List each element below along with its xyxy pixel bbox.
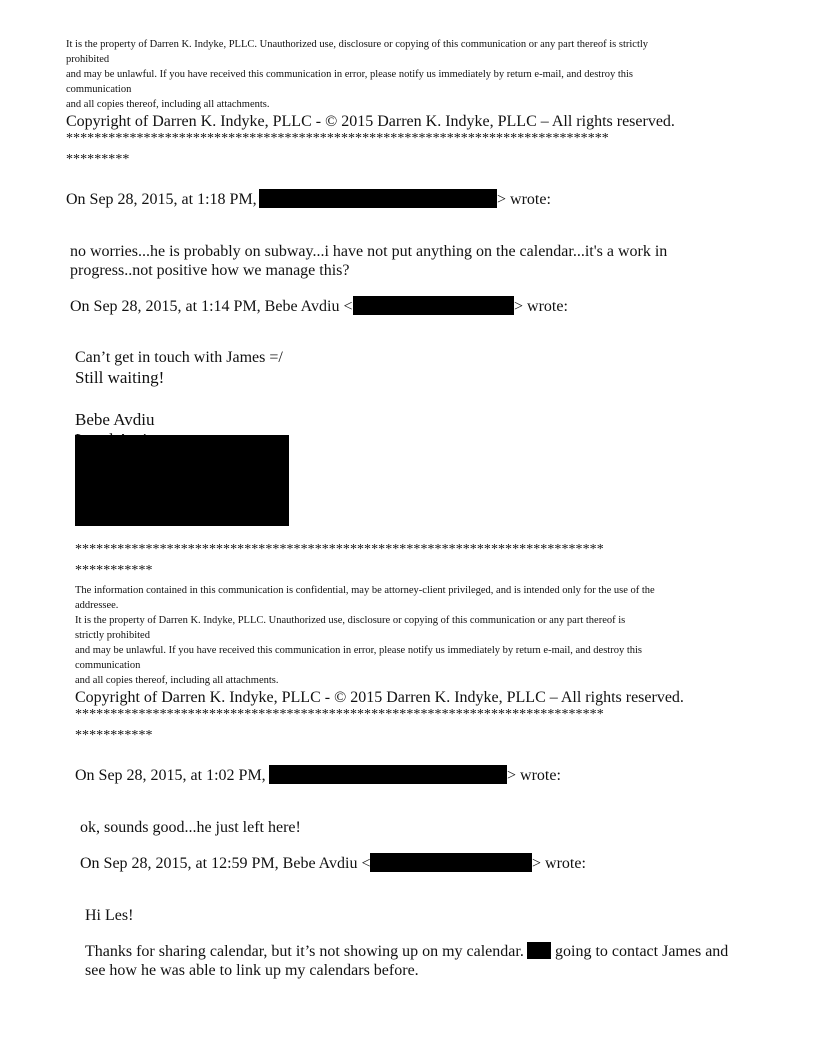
disclaimer-text: communication <box>75 660 141 671</box>
quote-header: On Sep 28, 2015, at 1:14 PM, Bebe Avdiu < <box>70 298 353 315</box>
quote-header: > wrote: <box>514 298 568 315</box>
disclaimer-text: and all copies thereof, including all attachments. <box>66 99 270 110</box>
redaction-box <box>259 189 497 208</box>
message-body: see how he was able to link up my calendars before. <box>85 962 419 979</box>
disclaimer-text: and may be unlawful. If you have received this communication in error, please notify us immediately by return e-mail, and destroy this <box>75 645 642 656</box>
separator-stars: *********** <box>75 563 153 578</box>
message-body: progress..not positive how we manage this? <box>70 262 350 279</box>
redaction-box <box>75 435 289 526</box>
redaction-box <box>370 853 532 872</box>
message-body: Still waiting! <box>75 368 165 387</box>
separator-stars: *********** <box>75 728 153 743</box>
disclaimer-text: and all copies thereof, including all attachments. <box>75 675 279 686</box>
disclaimer-text: and may be unlawful. If you have received this communication in error, please notify us immediately by return e-mail, and destroy this <box>66 69 633 80</box>
redaction-box <box>527 942 551 959</box>
disclaimer-text: communication <box>66 84 132 95</box>
message-body: Thanks for sharing calendar, but it’s not showing up on my calendar. <box>85 943 524 960</box>
copyright-line: Copyright of Darren K. Indyke, PLLC - © 2015 Darren K. Indyke, PLLC – All rights reserved. <box>75 689 684 706</box>
quote-header: On Sep 28, 2015, at 1:18 PM, <box>66 191 257 208</box>
disclaimer-text: addressee. <box>75 600 119 611</box>
disclaimer-text: prohibited <box>66 54 110 65</box>
quote-header: > wrote: <box>507 767 561 784</box>
disclaimer-text: It is the property of Darren K. Indyke, PLLC. Unauthorized use, disclosure or copying of this communication or any part thereof is strictly <box>66 39 649 50</box>
quote-header: > wrote: <box>497 191 551 208</box>
message-body: going to contact James and <box>555 943 729 960</box>
signature-name: Bebe Avdiu <box>75 410 155 429</box>
disclaimer-text: It is the property of Darren K. Indyke, PLLC. Unauthorized use, disclosure or copying of this communication or any part thereof is <box>75 615 626 626</box>
redaction-box <box>353 296 514 315</box>
separator-stars: ********* <box>66 152 130 167</box>
quote-header: On Sep 28, 2015, at 12:59 PM, Bebe Avdiu < <box>80 855 371 872</box>
message-greeting: Hi Les! <box>85 907 134 924</box>
disclaimer-text: strictly prohibited <box>75 630 150 641</box>
separator-stars: ***************************************************************************** <box>66 131 609 146</box>
disclaimer-text: The information contained in this communication is confidential, may be attorney-client privileged, and is intended only for the use of the <box>75 585 655 596</box>
redaction-box <box>269 765 507 784</box>
separator-stars: *************************************************************************** <box>75 707 604 722</box>
message-body: ok, sounds good...he just left here! <box>80 819 301 836</box>
message-body: no worries...he is probably on subway...i have not put anything on the calendar...it's a work in <box>70 243 668 260</box>
quote-header: > wrote: <box>532 855 586 872</box>
separator-stars: *************************************************************************** <box>75 542 604 557</box>
copyright-line: Copyright of Darren K. Indyke, PLLC - © 2015 Darren K. Indyke, PLLC – All rights reserved. <box>66 113 675 130</box>
message-body: Can’t get in touch with James =/ <box>75 349 283 366</box>
quote-header: On Sep 28, 2015, at 1:02 PM, <box>75 767 266 784</box>
